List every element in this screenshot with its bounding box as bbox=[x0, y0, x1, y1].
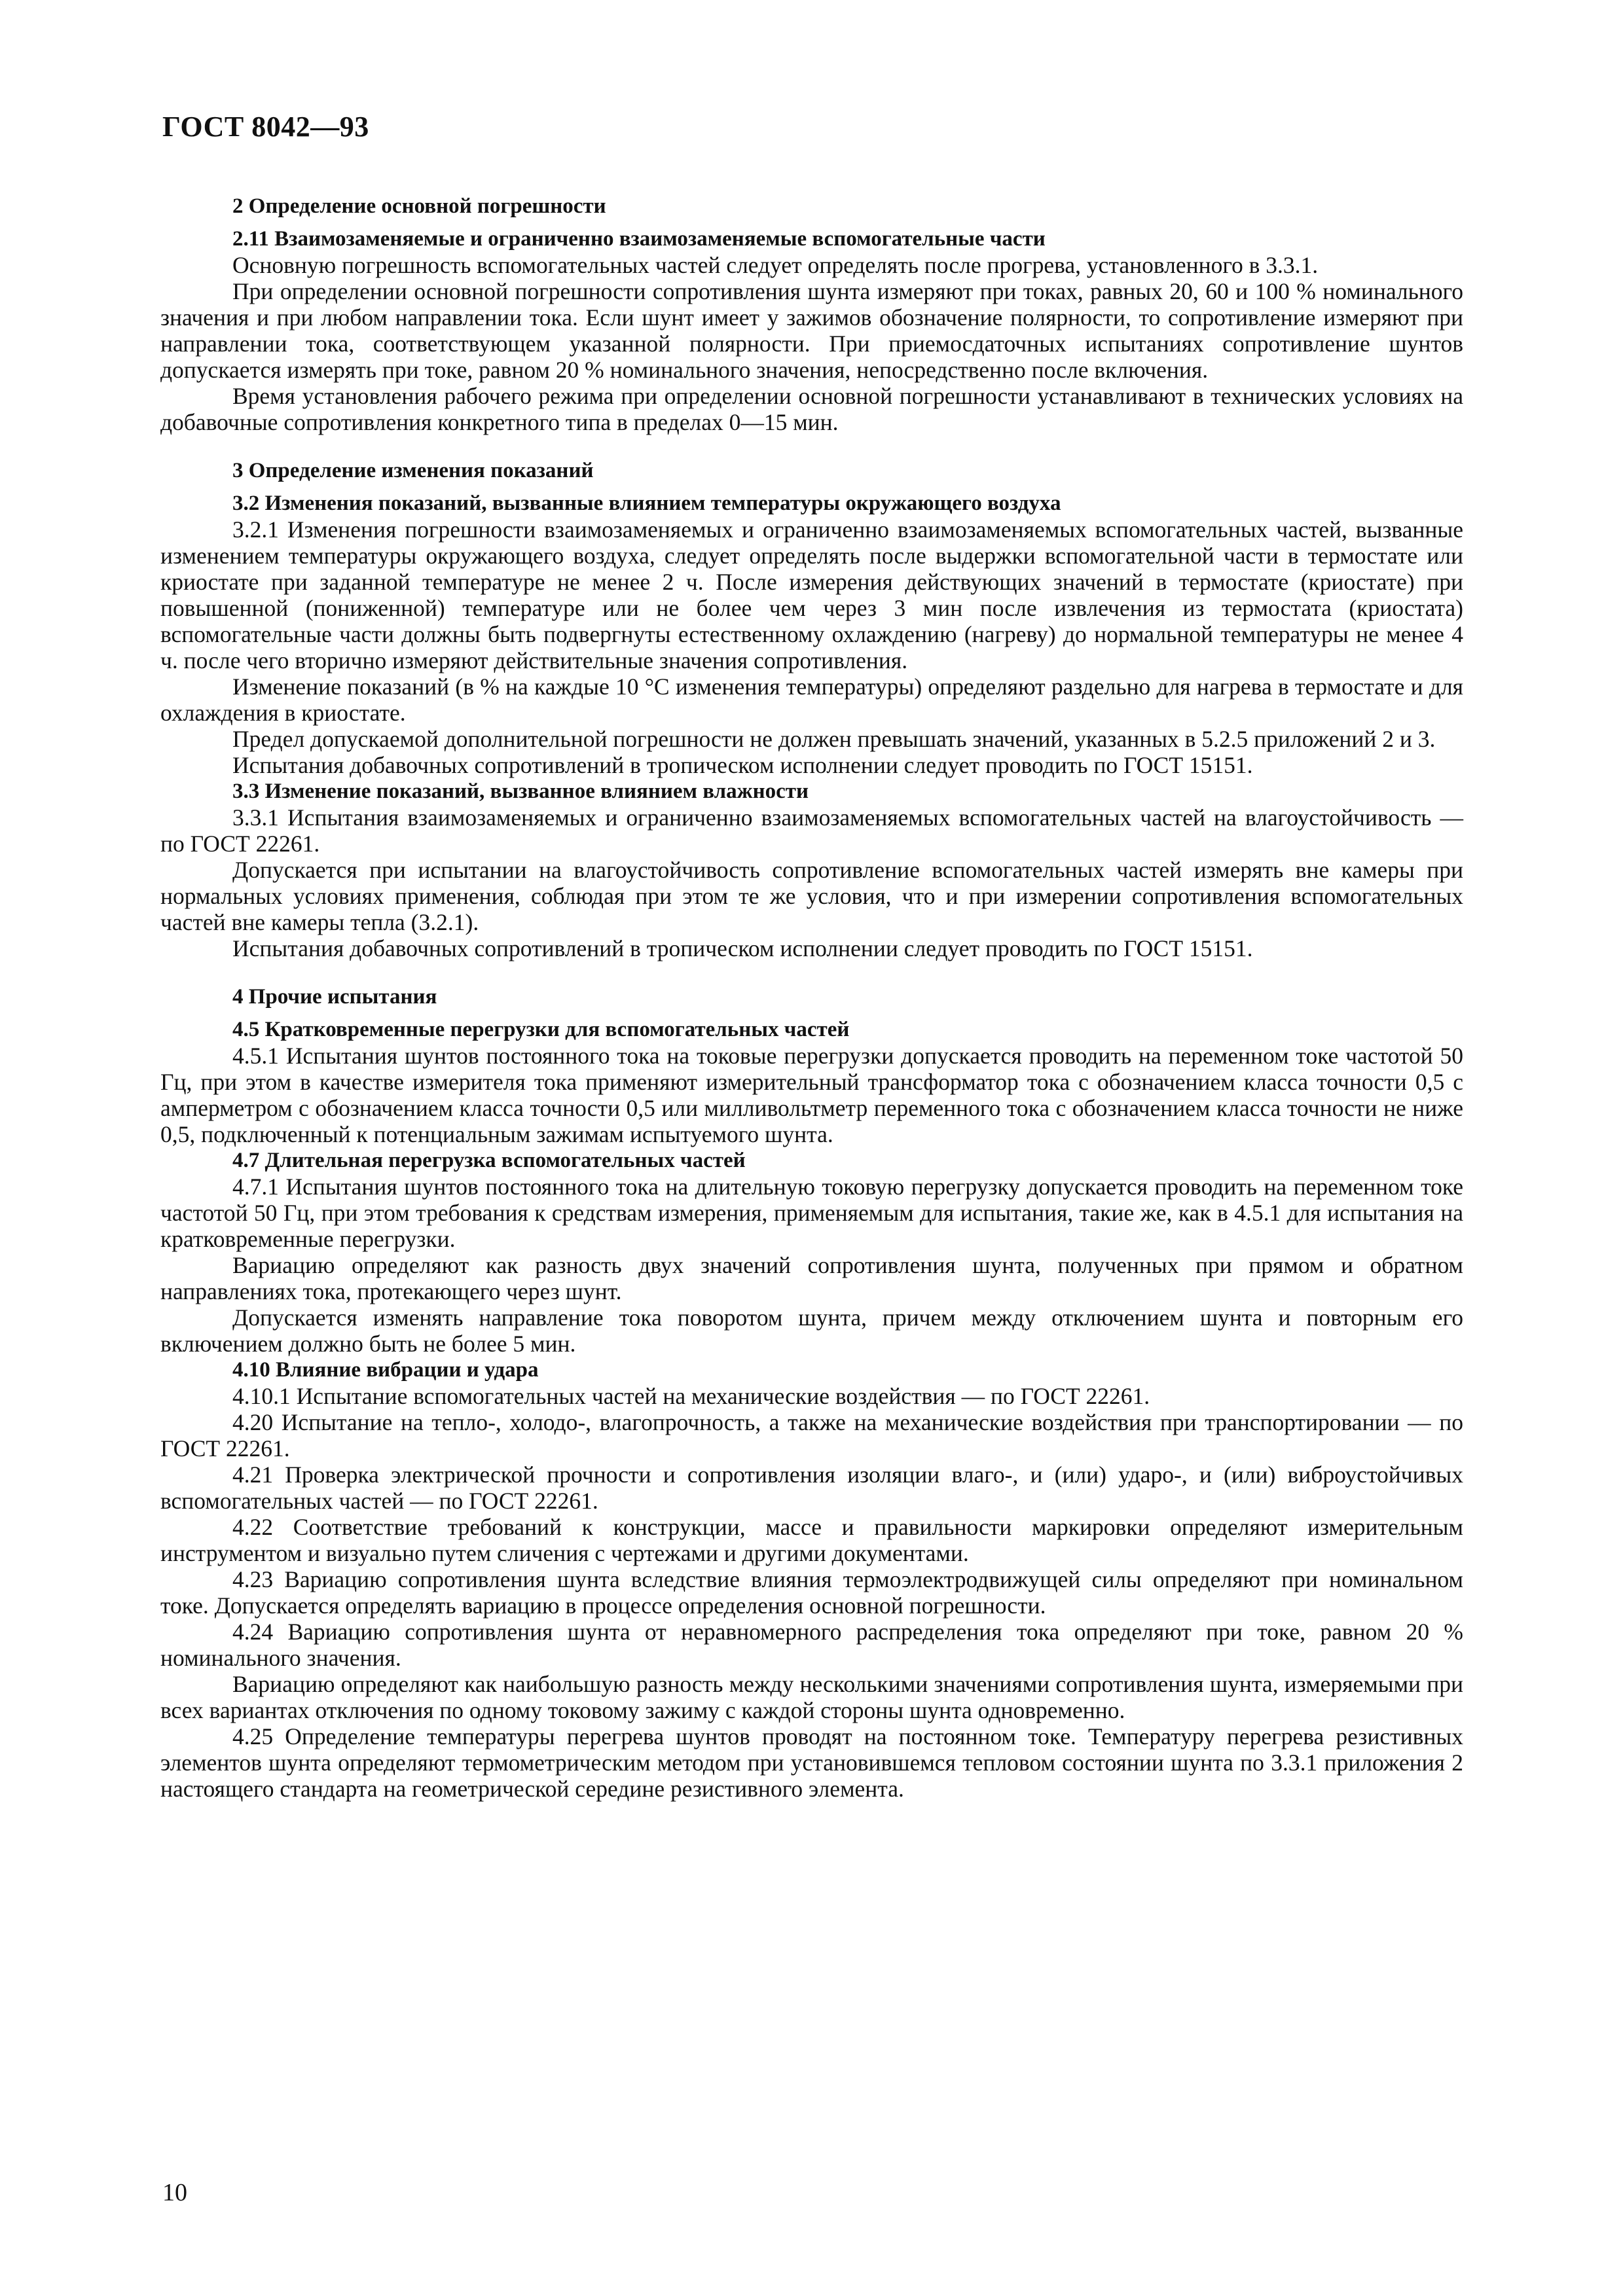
section-heading: 3 Определение изменения показаний bbox=[232, 459, 594, 482]
paragraph: 4.21 Проверка электрической прочности и сопротивления изоляции влаго-, и (или) ударо-, и (или) виброустойчивых вспомогательных частей — по ГОСТ 22261. bbox=[160, 1462, 1463, 1514]
paragraph: Изменение показаний (в % на каждые 10 °С изменения температуры) определяют раздельно для нагрева в термостате и для охлаждения в криостате. bbox=[160, 673, 1463, 726]
paragraph: Время установления рабочего режима при определении основной погрешности устанавливают в технических условиях на добавочные сопротивления конкретного типа в пределах 0—15 мин. bbox=[160, 383, 1463, 435]
page-number: 10 bbox=[162, 2179, 187, 2206]
document-body bbox=[160, 193, 1463, 1802]
subsection-heading: 4.10 Влияние вибрации и удара bbox=[232, 1358, 539, 1382]
paragraph: 4.23 Вариацию сопротивления шунта вследствие влияния термоэлектродвижущей силы определяют при номинальном токе. Допускается определять вариацию в процессе определения основной погрешности. bbox=[160, 1566, 1463, 1619]
paragraph: 4.20 Испытание на тепло-, холодо-, влагопрочность, а также на механические воздействия при транспортировании — по ГОСТ 22261. bbox=[160, 1409, 1463, 1462]
paragraph: При определении основной погрешности сопротивления шунта измеряют при токах, равных 20, 60 и 100 % номинального значения и при любом направлении тока. Если шунт имеет у зажимов обозначение полярности, то сопротивление измеряют при направлении тока, соответствующем указанной полярности. При приемосдаточных испытаниях сопротивление шунтов допускается измерять при токе, равном 20 % номинального значения, непосредственно после включения. bbox=[160, 278, 1463, 383]
paragraph: 4.22 Соответствие требований к конструкции, массе и правильности маркировки определяют измерительным инструментом и визуально путем сличения с чертежами и другими документами. bbox=[160, 1514, 1463, 1566]
paragraph: Допускается изменять направление тока поворотом шунта, причем между отключением шунта и повторным его включением должно быть не более 5 мин. bbox=[160, 1304, 1463, 1357]
paragraph: Вариацию определяют как наибольшую разность между несколькими значениями сопротивления шунта, измеряемыми при всех вариантах отключения по одному токовому зажиму с каждой стороны шунта одновременно. bbox=[160, 1671, 1463, 1723]
subsection-heading: 4.5 Кратковременные перегрузки для вспомогательных частей bbox=[232, 1018, 850, 1041]
paragraph: 4.7.1 Испытания шунтов постоянного тока на длительную токовую перегрузку допускается проводить на переменном токе частотой 50 Гц, при этом требования к средствам измерения, применяемым для испытания, такие же, как в 4.5.1 для испытания на кратковременные перегрузки. bbox=[160, 1174, 1463, 1252]
document-header: ГОСТ 8042—93 bbox=[162, 111, 369, 143]
paragraph: Вариацию определяют как разность двух значений сопротивления шунта, полученных при прямом и обратном направлениях тока, протекающего через шунт. bbox=[160, 1252, 1463, 1304]
paragraph: 4.5.1 Испытания шунтов постоянного тока на токовые перегрузки допускается проводить на переменном токе частотой 50 Гц, при этом в качестве измерителя тока применяют измерительный трансформатор тока с обозначением класса точности 0,5 с амперметром с обозначением класса точности 0,5 или милливольтметр переменного тока с обозначением класса точности не ниже 0,5, подключенный к потенциальным зажимам испытуемого шунта. bbox=[160, 1043, 1463, 1147]
subsection-heading: 4.7 Длительная перегрузка вспомогательных частей bbox=[232, 1149, 746, 1172]
paragraph: 3.2.1 Изменения погрешности взаимозаменяемых и ограниченно взаимозаменяемых вспомогательных частей, вызванные изменением температуры окружающего воздуха, следует определять после выдержки вспомогательной части в термостате или криостате при заданной температуре не менее 2 ч. После измерения действующих значений в термостате (криостате) при повышенной (пониженной) температуре или не более чем через 3 мин после извлечения из термостата (криостата) вспомогательные части должны быть подвергнуты естественному охлаждению (нагреву) до нормальной температуры не менее 4 ч. после чего вторично измеряют действительные значения сопротивления. bbox=[160, 516, 1463, 673]
paragraph: 3.3.1 Испытания взаимозаменяемых и ограниченно взаимозаменяемых вспомогательных частей на влагоустойчивость — по ГОСТ 22261. bbox=[160, 804, 1463, 857]
subsection-heading: 2.11 Взаимозаменяемые и ограниченно взаимозаменяемые вспомогательные части bbox=[232, 227, 1046, 251]
paragraph: Основную погрешность вспомогательных частей следует определять после прогрева, установленного в 3.3.1. bbox=[232, 252, 1319, 278]
subsection-heading: 3.3 Изменение показаний, вызванное влиянием влажности bbox=[232, 780, 809, 803]
section-heading: 2 Определение основной погрешности bbox=[232, 194, 606, 218]
section-heading: 4 Прочие испытания bbox=[232, 985, 437, 1009]
paragraph: Предел допускаемой дополнительной погрешности не должен превышать значений, указанных в 5.2.5 приложений 2 и 3. bbox=[232, 726, 1436, 752]
paragraph: Испытания добавочных сопротивлений в тропическом исполнении следует проводить по ГОСТ 15151. bbox=[232, 752, 1253, 778]
paragraph: 4.24 Вариацию сопротивления шунта от неравномерного распределения тока определяют при токе, равном 20 % номинального значения. bbox=[160, 1619, 1463, 1671]
paragraph: Допускается при испытании на влагоустойчивость сопротивление вспомогательных частей измерять вне камеры при нормальных условиях применения, соблюдая при этом те же условия, что и при измерении сопротивления вспомогательных частей вне камеры тепла (3.2.1). bbox=[160, 857, 1463, 935]
paragraph: 4.10.1 Испытание вспомогательных частей на механические воздействия — по ГОСТ 22261. bbox=[232, 1383, 1150, 1409]
subsection-heading: 3.2 Изменения показаний, вызванные влиянием температуры окружающего воздуха bbox=[232, 492, 1061, 515]
paragraph: 4.25 Определение температуры перегрева шунтов проводят на постоянном токе. Температуру перегрева резистивных элементов шунта определяют термометрическим методом при установившемся тепловом состоянии шунта по 3.3.1 приложения 2 настоящего стандарта на геометрической середине резистивного элемента. bbox=[160, 1723, 1463, 1802]
paragraph: Испытания добавочных сопротивлений в тропическом исполнении следует проводить по ГОСТ 15151. bbox=[232, 935, 1253, 961]
